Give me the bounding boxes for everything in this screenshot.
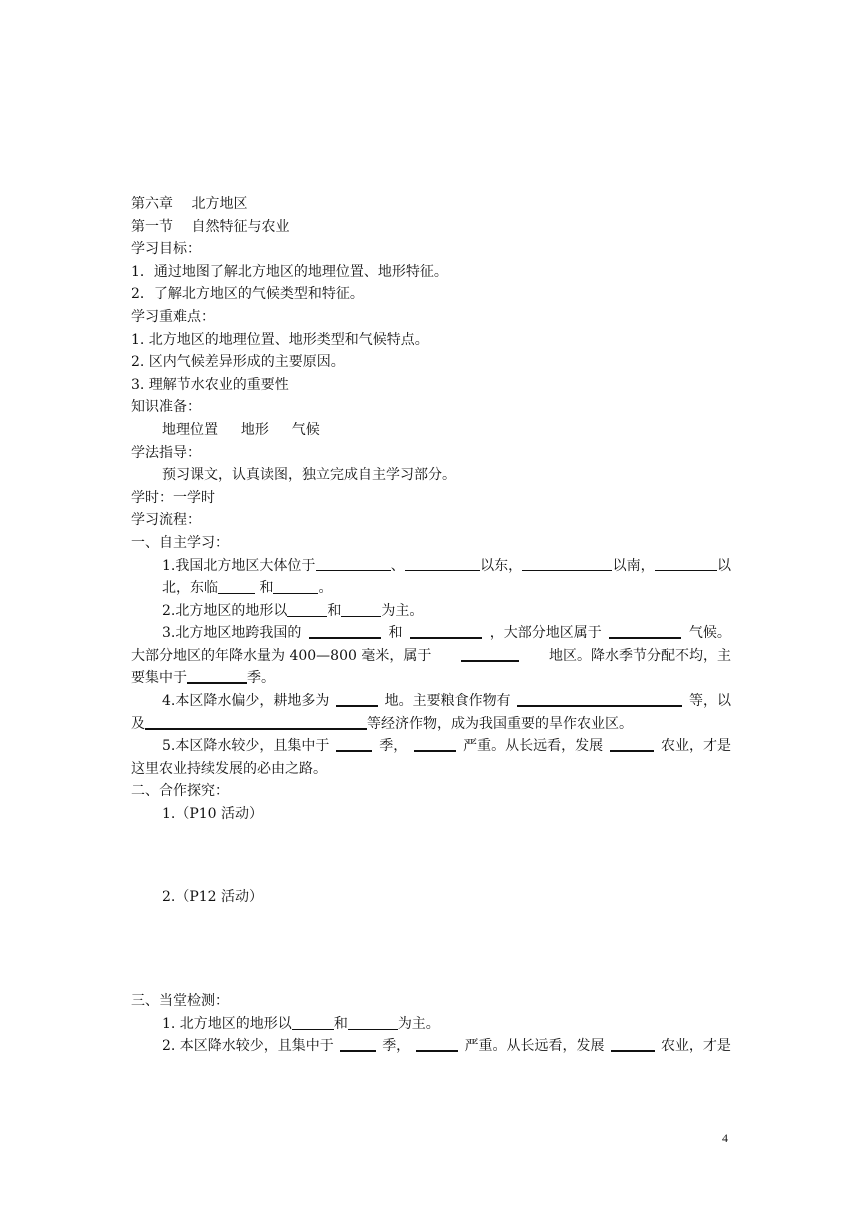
- question-4-line-2: [131, 713, 731, 736]
- q-text: 2. 本区降水较少，且集中于: [162, 1038, 334, 1055]
- question-3-line-3: [131, 667, 731, 690]
- q-text: 农业，才是: [660, 738, 731, 755]
- blank[interactable]: [655, 555, 717, 571]
- section-title: 第一节 自然特征与农业: [131, 218, 290, 235]
- q-text: 5.本区降水较少，且集中于: [162, 738, 330, 755]
- blank[interactable]: [187, 667, 247, 684]
- q-text: 以南，: [612, 557, 655, 574]
- q-text: 及: [131, 715, 145, 732]
- q-text: 等，以: [688, 693, 731, 710]
- q-text: 为主。: [381, 602, 424, 619]
- question-1-line-2: [131, 577, 731, 600]
- blank[interactable]: [309, 622, 381, 639]
- process-heading: 学习流程：: [131, 512, 201, 529]
- q-text: 为主。: [397, 1015, 440, 1032]
- blank[interactable]: [414, 735, 456, 752]
- key-points-heading: 学习重难点：: [131, 308, 215, 325]
- q-text: 季，: [379, 738, 408, 755]
- q-text: 气候。: [688, 625, 731, 642]
- q-text: 和: [259, 580, 274, 597]
- blank[interactable]: [273, 578, 318, 594]
- key-point-item: 1. 北方地区的地理位置、地形类型和气候特点。: [131, 331, 429, 348]
- test-question-2: [131, 1035, 731, 1058]
- q-text: 1. 北方地区的地形以: [162, 1015, 292, 1032]
- answer-space: [131, 908, 731, 990]
- q-text: 3.北方地区地跨我国的: [162, 625, 302, 642]
- blank[interactable]: [405, 555, 480, 571]
- q-text: 北，东临: [162, 580, 218, 597]
- key-point-item: 2. 区内气候差异形成的主要原因。: [131, 354, 345, 371]
- cooperation-heading: 二、合作探究：: [131, 783, 229, 800]
- q-text: 地区。降水季节分配不均，主: [549, 647, 731, 664]
- blank[interactable]: [609, 622, 681, 639]
- knowledge-heading: 知识准备：: [131, 399, 201, 416]
- blank[interactable]: [461, 645, 519, 662]
- question-1-line-1: [131, 555, 731, 578]
- blank[interactable]: [336, 735, 372, 752]
- document-page: [131, 193, 731, 1058]
- q-text: 1.我国北方地区大体位于: [162, 557, 316, 574]
- blank[interactable]: [517, 690, 682, 707]
- activity-2: 2.（P12 活动）: [162, 888, 264, 905]
- blank[interactable]: [292, 1014, 334, 1030]
- blank[interactable]: [218, 578, 255, 594]
- q-text: 季，: [382, 1038, 411, 1055]
- q-text: 和: [333, 1015, 348, 1032]
- q-text: 和: [388, 625, 403, 642]
- q-text: 以东，: [480, 557, 523, 574]
- q-text: 农业，才是: [660, 1038, 731, 1055]
- blank[interactable]: [410, 622, 482, 639]
- q-text: ，大部分地区属于: [489, 625, 602, 642]
- q-text: 和: [327, 602, 342, 619]
- activity-1: 1.（P10 活动）: [162, 806, 264, 823]
- q-text: 等经济作物，成为我国重要的旱作农业区。: [367, 715, 633, 732]
- answer-space: [131, 826, 731, 886]
- question-5-line-1: [131, 735, 731, 758]
- q-text: 4.本区降水偏少，耕地多为: [162, 693, 330, 710]
- method-content: 预习课文，认真读图，独立完成自主学习部分。: [162, 467, 456, 484]
- time-line: 学时：一学时: [131, 489, 215, 506]
- blank[interactable]: [340, 1035, 376, 1052]
- key-point-item: 3. 理解节水农业的重要性: [131, 376, 289, 393]
- test-heading: 三、当堂检测：: [131, 993, 229, 1010]
- blank[interactable]: [287, 601, 327, 617]
- question-2: [131, 600, 731, 623]
- blank[interactable]: [336, 690, 378, 707]
- objectives-heading: 学习目标：: [131, 241, 201, 258]
- blank[interactable]: [316, 555, 391, 571]
- q-text: 严重。从长远看，发展: [464, 1038, 605, 1055]
- chapter-title: 第六章 北方地区: [131, 196, 248, 212]
- q-text: 地。主要粮食作物有: [384, 693, 511, 710]
- question-3-line-1: [131, 622, 731, 645]
- objective-item: 2．了解北方地区的气候类型和特征。: [131, 286, 364, 303]
- question-4-line-1: [131, 690, 731, 713]
- knowledge-content: [131, 419, 731, 442]
- question-5-line-2: 这里农业持续发展的必由之路。: [131, 760, 327, 777]
- objective-item: 1．通过地图了解北方地区的地理位置、地形特征。: [131, 263, 448, 280]
- blank[interactable]: [610, 735, 654, 752]
- q-text: 、: [390, 557, 405, 574]
- question-3-line-2: [100, 645, 731, 668]
- q-text: 要集中于: [131, 670, 187, 687]
- blank[interactable]: [348, 1014, 398, 1030]
- method-heading: 学法指导：: [131, 444, 201, 461]
- q-text: 季。: [247, 670, 275, 687]
- blank[interactable]: [341, 601, 381, 617]
- q-text: 以: [716, 557, 731, 574]
- q-text: 严重。从长远看，发展: [463, 738, 604, 755]
- blank[interactable]: [145, 713, 367, 730]
- q-text: 大部分地区的年降水量为 400—800 毫米，属于: [131, 647, 432, 664]
- blank[interactable]: [522, 555, 612, 571]
- knowledge-text: 地理位置 地形 气候: [162, 421, 320, 438]
- page-number: 4: [722, 1131, 728, 1145]
- q-text: 2.北方地区的地形以: [162, 602, 288, 619]
- test-question-1: [131, 1013, 731, 1036]
- self-study-heading: 一、自主学习：: [131, 534, 229, 551]
- blank[interactable]: [611, 1035, 655, 1052]
- blank[interactable]: [416, 1035, 458, 1052]
- q-text: 。: [318, 580, 333, 597]
